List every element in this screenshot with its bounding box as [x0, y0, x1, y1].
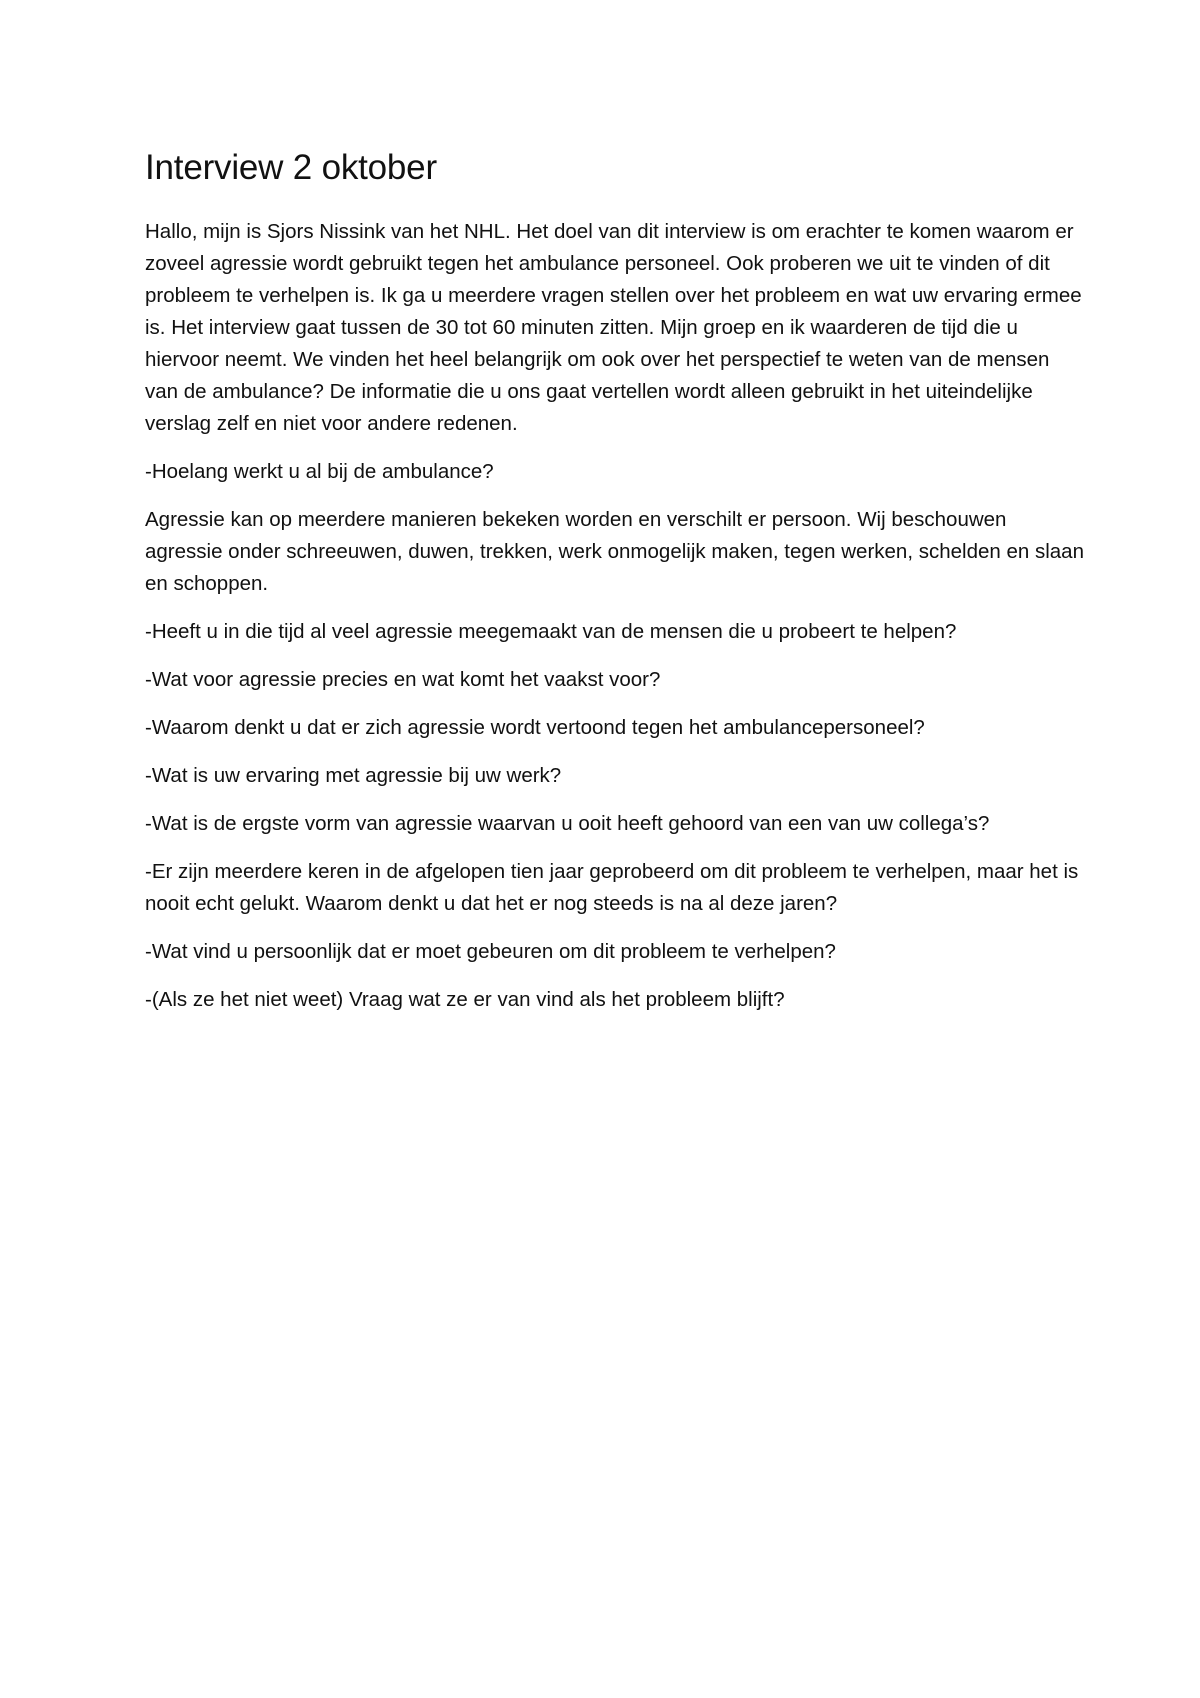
aggression-definition-paragraph: Agressie kan op meerdere manieren bekeken worden en verschilt er persoon. Wij beschouwen agressie onder schreeuwen, duwen, trekken, werk onmogelijk maken, tegen werken, schelden en slaan en schoppen.	[145, 508, 1084, 595]
question-why-aggression: -Waarom denkt u dat er zich agressie wordt vertoond tegen het ambulancepersoneel?	[145, 716, 925, 739]
question-aggression-experienced: -Heeft u in die tijd al veel agressie meegemaakt van de mensen die u probeert te helpen?	[145, 620, 957, 643]
question-worst-aggression: -Wat is de ergste vorm van agressie waarvan u ooit heeft gehoord van een van uw collega’s?	[145, 812, 990, 835]
document-body	[145, 146, 1085, 1032]
question-experience-at-work: -Wat is uw ervaring met agressie bij uw werk?	[145, 764, 562, 787]
intro-paragraph: Hallo, mijn is Sjors Nissink van het NHL. Het doel van dit interview is om erachter te komen waarom er zoveel agressie wordt gebruikt tegen het ambulance personeel. Ook proberen we uit te vinden of dit probleem te verhelpen is. Ik ga u meerdere vragen stellen over het probleem en wat uw ervaring ermee is. Het interview gaat tussen de 30 tot 60 minuten zitten. Mijn groep en ik waarderen de tijd die u hiervoor neemt. We vinden het heel belangrijk om ook over het perspectief te weten van de mensen van de ambulance? De informatie die u ons gaat vertellen wordt alleen gebruikt in het uiteindelijke verslag zelf en niet voor andere redenen.	[145, 220, 1082, 435]
question-personal-solution: -Wat vind u persoonlijk dat er moet gebeuren om dit probleem te verhelpen?	[145, 940, 836, 963]
document-title: Interview 2 oktober	[145, 148, 437, 187]
question-why-still-problem: -Er zijn meerdere keren in de afgelopen tien jaar geprobeerd om dit probleem te verhelpen, maar het is nooit echt gelukt. Waarom denkt u dat het er nog steeds is na al deze jaren?	[145, 860, 1079, 915]
question-if-problem-remains: -(Als ze het niet weet) Vraag wat ze er van vind als het probleem blijft?	[145, 988, 785, 1011]
question-years-worked: -Hoelang werkt u al bij de ambulance?	[145, 460, 494, 483]
question-aggression-types: -Wat voor agressie precies en wat komt het vaakst voor?	[145, 668, 661, 691]
